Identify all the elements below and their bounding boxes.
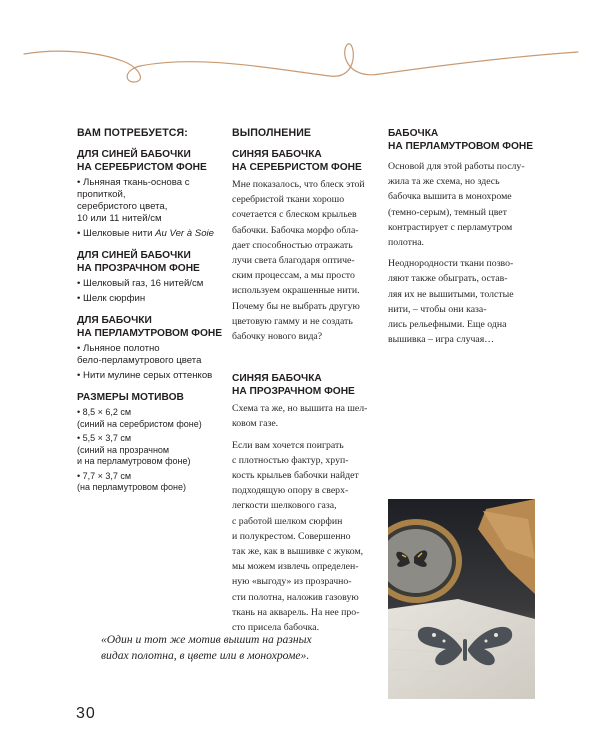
motif-sizes-heading: РАЗМЕРЫ МОТИВОВ <box>77 392 184 403</box>
page-number: 30 <box>76 705 96 722</box>
material-item: • Шелковый газ, 16 нитей/см <box>77 278 204 289</box>
size-item: • 7,7 × 3,7 см (на перламутровом фоне) <box>77 470 186 492</box>
material-item: • Нити мулине серых оттенков <box>77 370 213 381</box>
section-paragraph: Основой для этой работы послу- жила та же схема, но здесь бабочка вышита в монохроме (темно-серым), темный цвет контрастирует с перламутром полотна. <box>388 161 525 249</box>
section-paragraph: Неоднородности ткани позво- ляют также обыграть, остав- ляя их не вышитыми, толстые нити, – чтобы они каза- лись рельефными. Еще одна вышивка – игра случая… <box>388 258 514 346</box>
materials-group-heading: ДЛЯ БАБОЧКИ НА ПЕРЛАМУТРОВОМ ФОНЕ <box>77 315 223 339</box>
materials-group-pearl <box>77 314 227 382</box>
section-blue-transparent <box>232 372 382 635</box>
embroidery-photo-illustration <box>388 499 535 699</box>
pull-quote: «Один и тот же мотив вышит на разных видах полотна, в цвете или в монохроме». <box>101 633 312 662</box>
section-heading: СИНЯЯ БАБОЧКА НА ПРОЗРАЧНОМ ФОНЕ <box>232 373 355 398</box>
material-item: • Льняное полотно бело-перламутрового цвета <box>77 343 202 366</box>
size-item: • 8,5 × 6,2 см (синий на серебристом фоне) <box>77 407 202 429</box>
materials-group-heading: ДЛЯ СИНЕЙ БАБОЧКИ НА ПРОЗРАЧНОМ ФОНЕ <box>77 250 200 274</box>
decorative-swirl-line <box>0 30 600 100</box>
motif-sizes-group <box>77 391 227 494</box>
materials-column <box>77 127 227 503</box>
embroidery-photo <box>388 499 535 699</box>
section-paragraph: Мне показалось, что блеск этой серебристой ткани хорошо сочетается с блеском крыльев бабочки. Бабочка морфо обла- дает способностью отражать лучи света благодаря оптиче- ским процессам, а мы просто используем окрашенные нити. Почему бы не выбрать другую цветовую гамму и не создать бабочку нового вида? <box>232 179 365 343</box>
instructions-column <box>232 127 382 641</box>
material-item: • Шелковые нити Au Ver à Soie <box>77 228 214 239</box>
materials-group-blue-transparent <box>77 249 227 305</box>
section-heading: БАБОЧКА НА ПЕРЛАМУТРОВОМ ФОНЕ <box>388 128 534 152</box>
materials-group-heading: ДЛЯ СИНЕЙ БАБОЧКИ НА СЕРЕБРИСТОМ ФОНЕ <box>77 149 207 173</box>
brand-name: Au Ver à Soie <box>155 228 214 239</box>
section-blue-silver <box>232 148 382 344</box>
material-item: • Шелк сюрфин <box>77 293 146 304</box>
materials-title: ВАМ ПОТРЕБУЕТСЯ: <box>77 127 188 139</box>
materials-group-blue-silver <box>77 148 227 240</box>
section-paragraph: Если вам хочется поиграть с плотностью фактур, хруп- кость крыльев бабочки найдет подходящую опору в сверх- легкости шелкового газа, с работой шелком сюрфин и полукрестом. Совершенно так же, как в вышивке с жуком, мы можем извлечь определен- ную «выгоду» из прозрачно- сти полотна, наложив газовую ткань на акварель. На нее про- сто присела бабочка. <box>232 439 364 634</box>
section-paragraph: Схема та же, но вышита на шел- ковом газе. <box>232 403 368 430</box>
instructions-title: ВЫПОЛНЕНИЕ <box>232 127 312 139</box>
pearl-section-column <box>388 127 538 353</box>
section-heading: СИНЯЯ БАБОЧКА НА СЕРЕБРИСТОМ ФОНЕ <box>232 149 362 173</box>
material-item: • Льняная ткань-основа с пропиткой, серебристого цвета, 10 или 11 нитей/см <box>77 177 190 224</box>
size-item: • 5,5 × 3,7 см (синий на прозрачном и на перламутровом фоне) <box>77 433 191 466</box>
